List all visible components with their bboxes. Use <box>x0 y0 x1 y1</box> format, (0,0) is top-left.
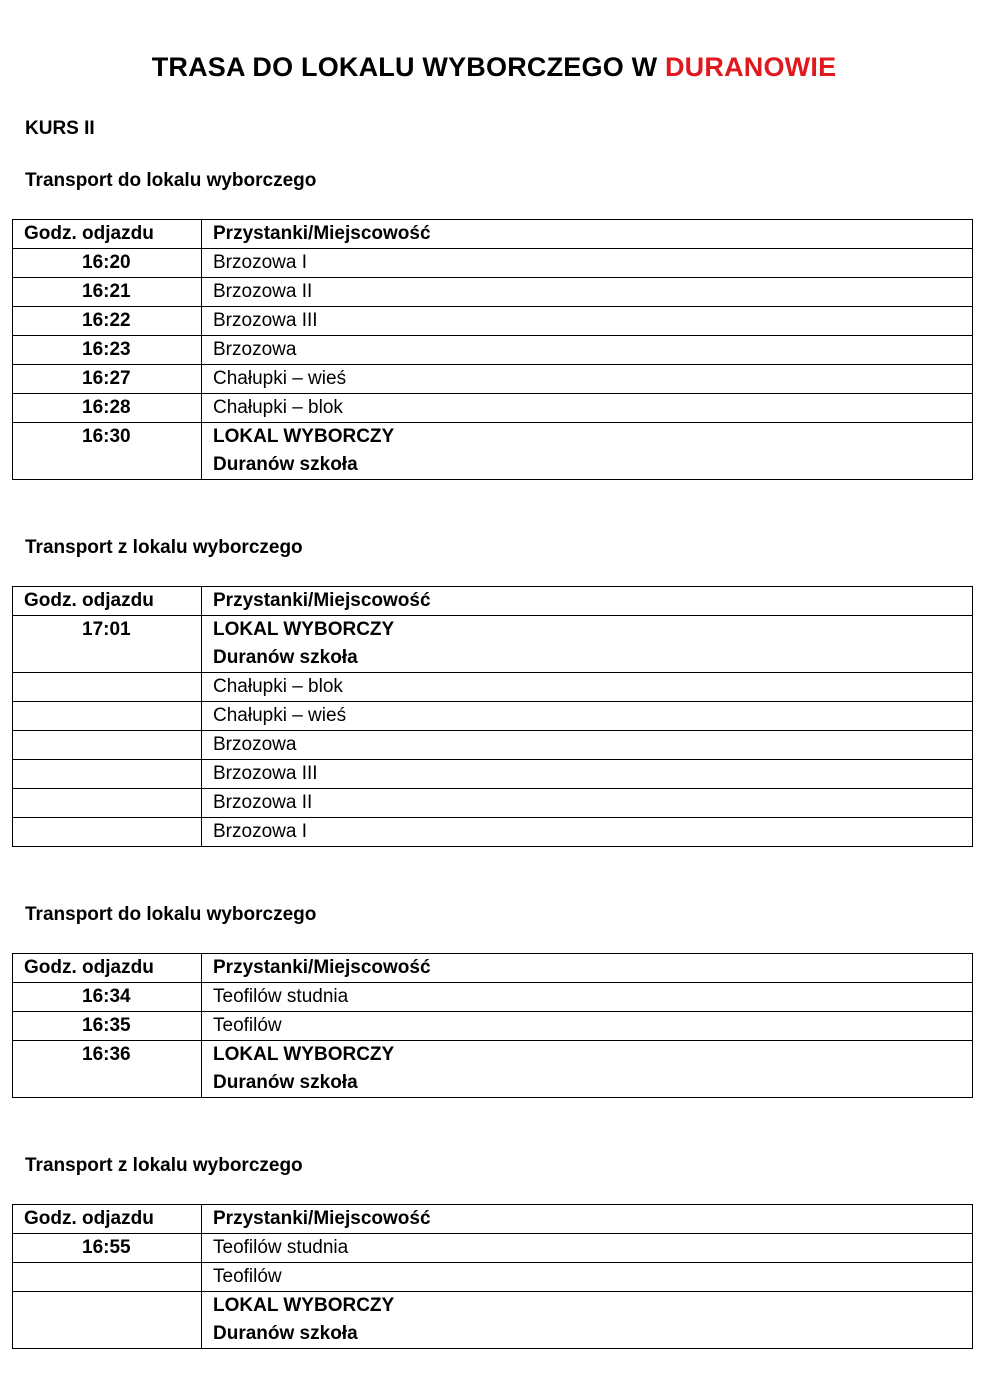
stop-name <box>202 278 973 307</box>
table-row <box>13 1234 973 1263</box>
table-header-row <box>13 954 973 983</box>
stop-name <box>202 394 973 423</box>
table-header-row <box>13 220 973 249</box>
stop-name-line: LOKAL WYBORCZY <box>213 619 395 640</box>
table-row <box>13 731 973 760</box>
stop-name-line: Teofilów studnia <box>213 1237 349 1258</box>
table-row <box>13 307 973 336</box>
stop-name <box>202 307 973 336</box>
departure-time: 16:30 <box>13 423 202 480</box>
time-column-header: Godz. odjazdu <box>13 954 202 983</box>
stop-name-line: Brzozowa <box>213 734 297 755</box>
stop-name-line: Chałupki – blok <box>213 676 343 697</box>
stop-name <box>202 1041 973 1098</box>
stop-name-line: Chałupki – wieś <box>213 368 347 389</box>
stop-name <box>202 423 973 480</box>
table-row <box>13 1292 973 1349</box>
table-row <box>13 278 973 307</box>
table-row <box>13 760 973 789</box>
page-title-accent: DURANOWIE <box>664 52 837 82</box>
stop-name-line: Teofilów <box>213 1015 282 1036</box>
table-header-row <box>13 587 973 616</box>
stop-name-line: Brzozowa I <box>213 252 307 273</box>
departure-time <box>13 789 202 818</box>
stop-name-line: Brzozowa III <box>213 310 318 331</box>
table-row <box>13 1263 973 1292</box>
table-row <box>13 1041 973 1098</box>
stop-name <box>202 702 973 731</box>
stop-name <box>202 818 973 847</box>
stop-name-line: Brzozowa II <box>213 792 313 813</box>
time-column-header: Godz. odjazdu <box>13 220 202 249</box>
stop-name <box>202 1263 973 1292</box>
stop-name <box>202 673 973 702</box>
table-row <box>13 616 973 673</box>
stop-name <box>202 983 973 1012</box>
page-title-prefix: TRASA DO LOKALU WYBORCZEGO W <box>151 52 665 82</box>
table-body <box>13 616 973 847</box>
course-label: KURS II <box>25 118 95 139</box>
time-column-header: Godz. odjazdu <box>13 1205 202 1234</box>
table-row <box>13 1012 973 1041</box>
stop-name-line: Brzozowa II <box>213 281 313 302</box>
schedule-table-2 <box>12 586 973 847</box>
place-column-header: Przystanki/Miejscowość <box>202 220 973 249</box>
departure-time <box>13 1263 202 1292</box>
place-column-header: Przystanki/Miejscowość <box>202 954 973 983</box>
departure-time: 16:28 <box>13 394 202 423</box>
stop-name-line: LOKAL WYBORCZY <box>213 1044 395 1065</box>
section-heading-2: Transport z lokalu wyborczego <box>25 537 303 558</box>
departure-time <box>13 760 202 789</box>
table-body <box>13 1234 973 1349</box>
stop-name-line: Duranów szkoła <box>213 1072 358 1093</box>
page-title <box>0 48 988 86</box>
stop-name <box>202 249 973 278</box>
departure-time: 16:35 <box>13 1012 202 1041</box>
stop-name <box>202 789 973 818</box>
stop-name <box>202 336 973 365</box>
schedule-table-3 <box>12 953 973 1098</box>
stop-name-line: LOKAL WYBORCZY <box>213 426 395 447</box>
schedule-table-1 <box>12 219 973 480</box>
table-header-row <box>13 1205 973 1234</box>
section-heading-4: Transport z lokalu wyborczego <box>25 1155 303 1176</box>
stop-name-line: Chałupki – blok <box>213 397 343 418</box>
table-row <box>13 702 973 731</box>
stop-name <box>202 731 973 760</box>
departure-time: 16:21 <box>13 278 202 307</box>
departure-time: 16:55 <box>13 1234 202 1263</box>
section-heading-1: Transport do lokalu wyborczego <box>25 170 317 191</box>
table-row <box>13 673 973 702</box>
stop-name-line: Duranów szkoła <box>213 454 358 475</box>
stop-name-line: Brzozowa I <box>213 821 307 842</box>
stop-name <box>202 1012 973 1041</box>
departure-time <box>13 818 202 847</box>
stop-name-line: Duranów szkoła <box>213 1323 358 1344</box>
departure-time: 17:01 <box>13 616 202 673</box>
stop-name-line: Teofilów <box>213 1266 282 1287</box>
stop-name-line: LOKAL WYBORCZY <box>213 1295 395 1316</box>
table-row <box>13 789 973 818</box>
departure-time: 16:22 <box>13 307 202 336</box>
departure-time: 16:20 <box>13 249 202 278</box>
stop-name-line: Brzozowa III <box>213 763 318 784</box>
stop-name <box>202 760 973 789</box>
stop-name-line: Chałupki – wieś <box>213 705 347 726</box>
schedule-table-4 <box>12 1204 973 1349</box>
table-row <box>13 423 973 480</box>
departure-time <box>13 1292 202 1349</box>
stop-name-line: Brzozowa <box>213 339 297 360</box>
departure-time <box>13 702 202 731</box>
stop-name <box>202 616 973 673</box>
departure-time <box>13 731 202 760</box>
section-heading-3: Transport do lokalu wyborczego <box>25 904 317 925</box>
departure-time: 16:36 <box>13 1041 202 1098</box>
stop-name-line: Duranów szkoła <box>213 647 358 668</box>
table-row <box>13 983 973 1012</box>
table-body <box>13 983 973 1098</box>
time-column-header: Godz. odjazdu <box>13 587 202 616</box>
table-body <box>13 249 973 480</box>
place-column-header: Przystanki/Miejscowość <box>202 587 973 616</box>
place-column-header: Przystanki/Miejscowość <box>202 1205 973 1234</box>
table-row <box>13 336 973 365</box>
table-row <box>13 394 973 423</box>
departure-time <box>13 673 202 702</box>
departure-time: 16:23 <box>13 336 202 365</box>
stop-name <box>202 1292 973 1349</box>
stop-name <box>202 365 973 394</box>
table-row <box>13 249 973 278</box>
departure-time: 16:34 <box>13 983 202 1012</box>
stop-name <box>202 1234 973 1263</box>
stop-name-line: Teofilów studnia <box>213 986 349 1007</box>
table-row <box>13 818 973 847</box>
table-row <box>13 365 973 394</box>
departure-time: 16:27 <box>13 365 202 394</box>
